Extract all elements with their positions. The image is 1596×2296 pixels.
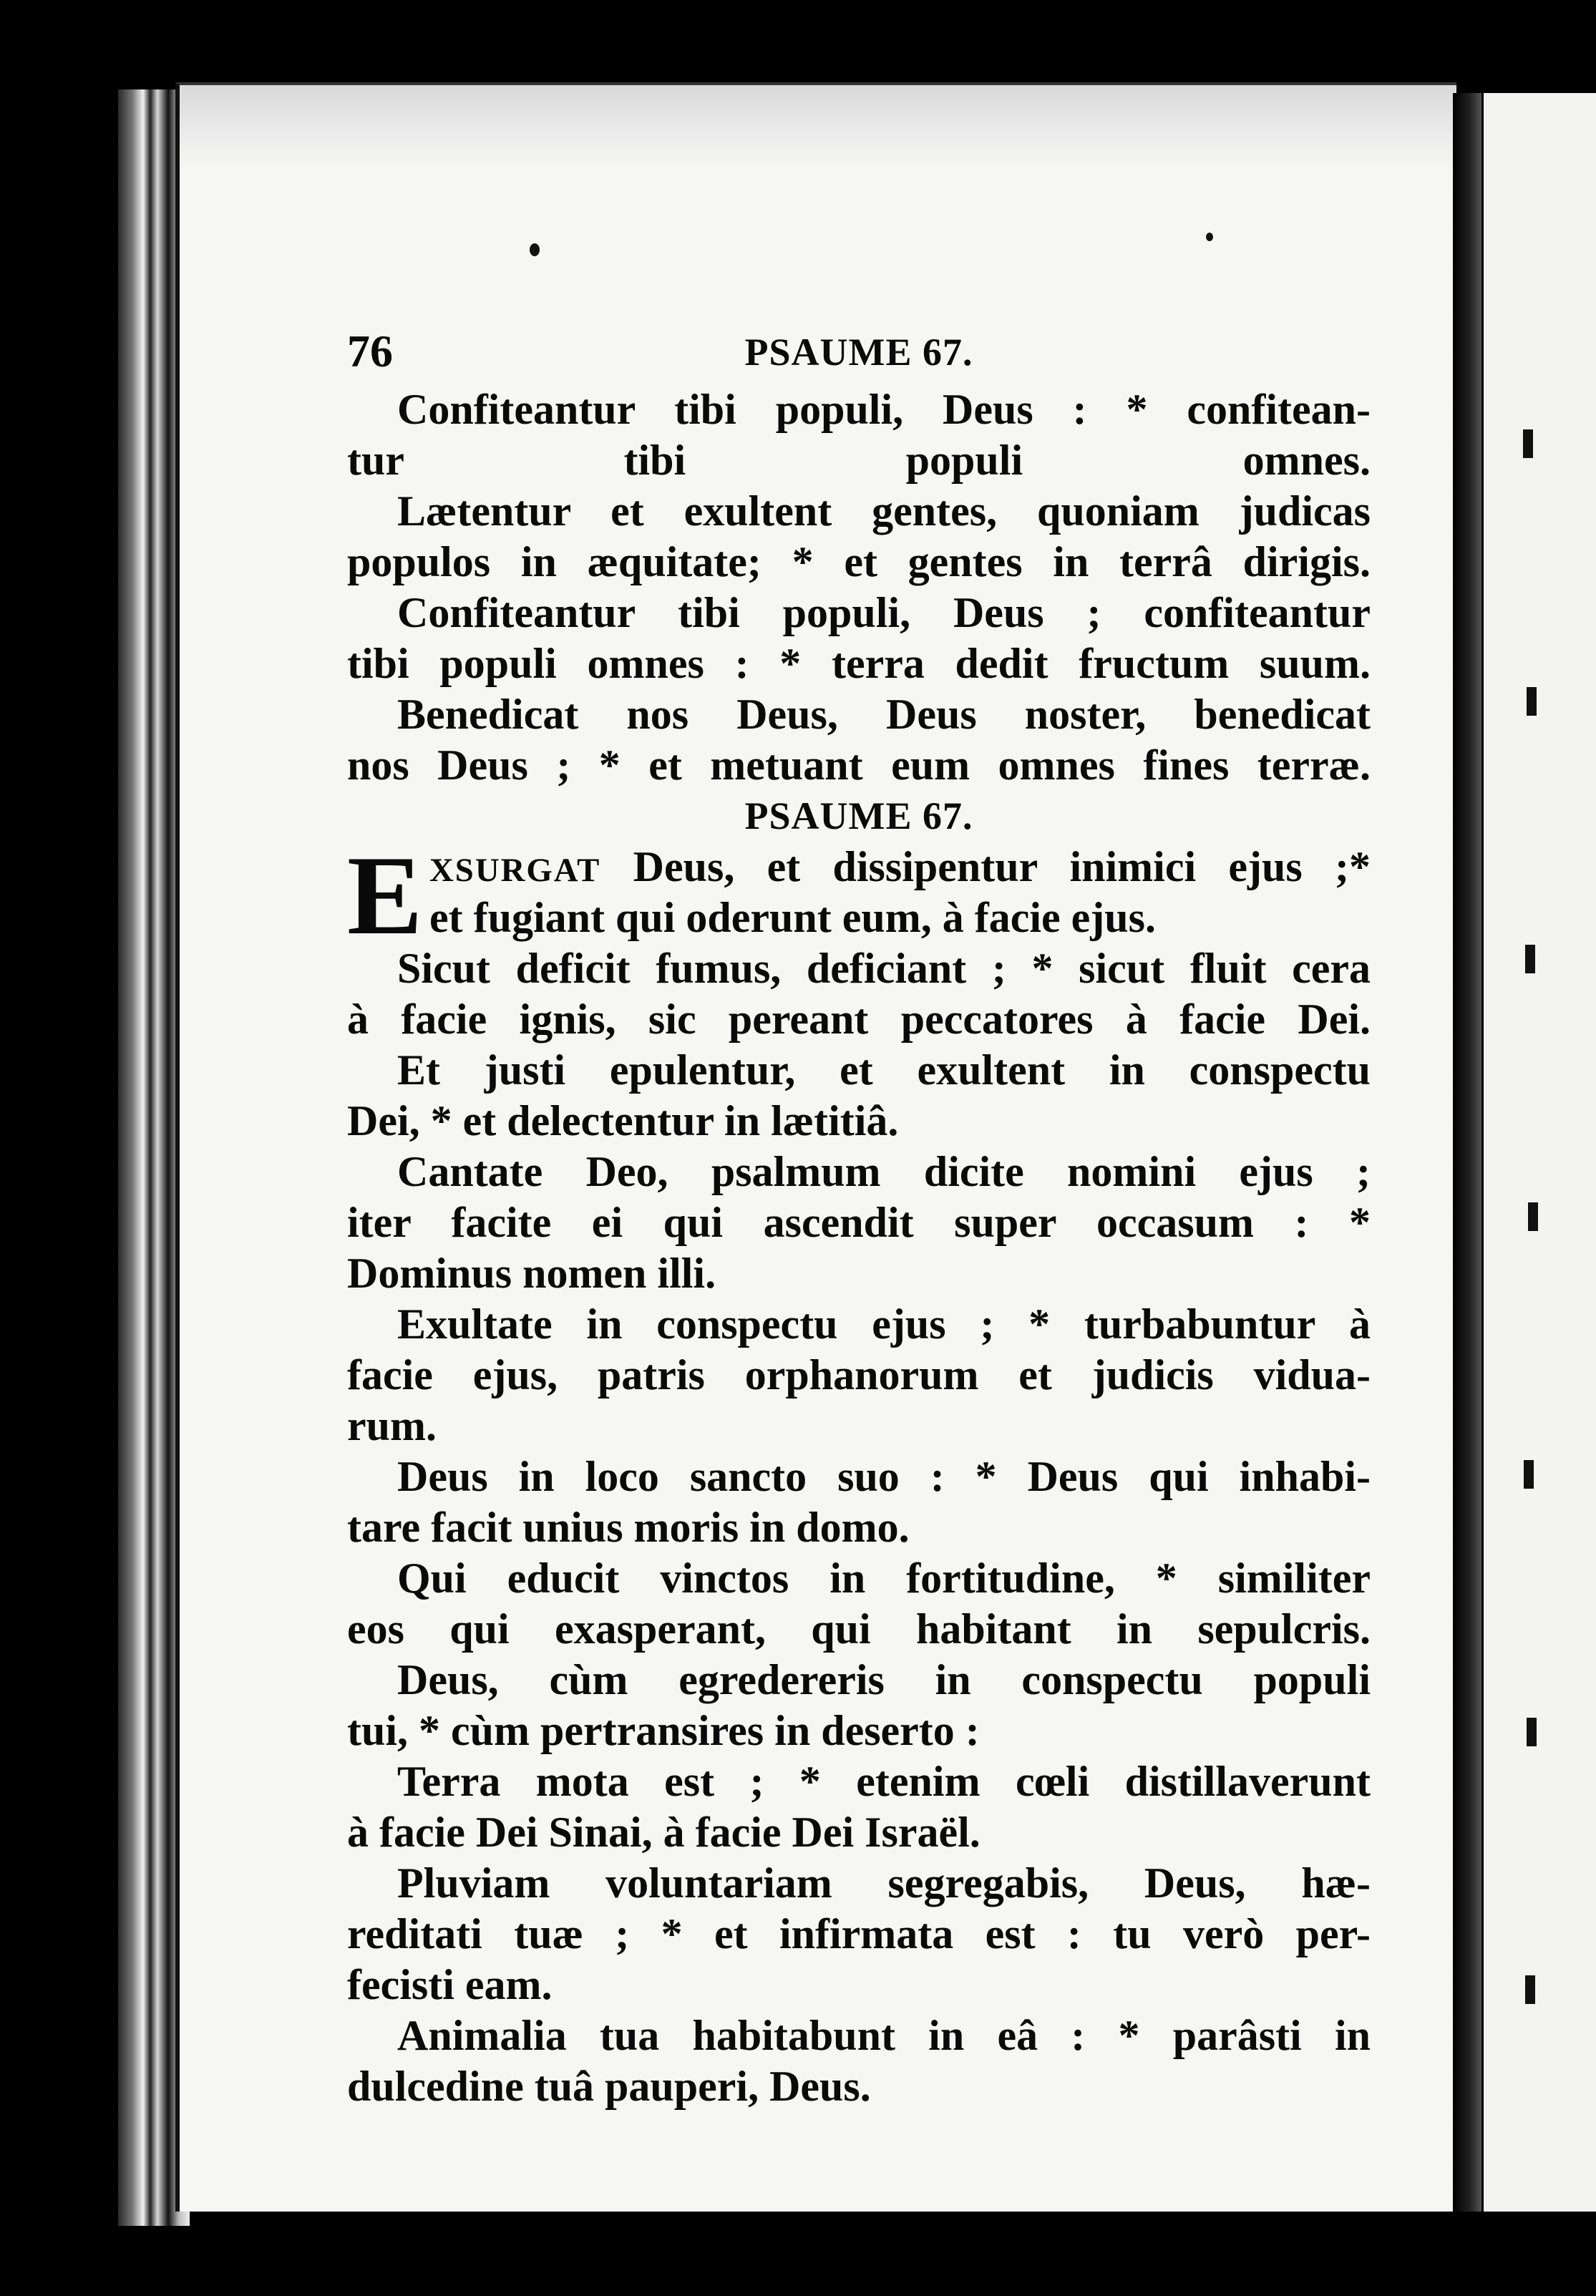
text-line: Pluviam voluntariam segregabis, Deus, hæ- xyxy=(397,1859,1371,1907)
text-line: tibi populi omnes : * terra dedit fructum suum. xyxy=(347,640,1371,687)
page-header xyxy=(347,326,1371,384)
psalm-opening xyxy=(347,833,1371,958)
ink-speck xyxy=(530,243,540,256)
facing-page-ink-mark xyxy=(1527,1718,1537,1746)
text-block xyxy=(347,326,1371,2112)
text-line: Et justi epulentur, et exultent in conspectu xyxy=(397,1046,1371,1094)
first-line-rest: Deus, et dissipentur inimici ejus ;* xyxy=(633,843,1371,890)
text-line: Confiteantur tibi populi, Deus : * confitean- xyxy=(397,386,1371,433)
text-line xyxy=(347,842,1371,892)
facing-page-ink-mark xyxy=(1525,945,1535,973)
facing-page-edge xyxy=(1481,93,1596,2212)
text-line: dulcedine tuâ pauperi, Deus. xyxy=(347,2063,871,2110)
text-line: Confiteantur tibi populi, Deus ; confiteantur xyxy=(397,589,1371,636)
text-line: Lætentur et exultent gentes, quoniam judicas xyxy=(397,487,1371,535)
running-title: PSAUME 67. xyxy=(744,331,973,374)
text-line: Qui educit vinctos in fortitudine, * similiter xyxy=(397,1555,1371,1602)
text-line: Sicut deficit fumus, deficiant ; * sicut fluit cera xyxy=(397,945,1371,992)
text-line: Dei, * et delectentur in lætitiâ. xyxy=(347,1097,899,1144)
text-line: Deus in loco sancto suo : * Deus qui inhabi- xyxy=(397,1453,1371,1500)
text-line: iter facite ei qui ascendit super occasum : * xyxy=(347,1199,1371,1246)
text-line: reditati tuæ ; * et infirmata est : tu verò per- xyxy=(347,1910,1371,1957)
text-line: tare facit unius moris in domo. xyxy=(347,1504,910,1551)
text-line: Dominus nomen illi. xyxy=(347,1250,716,1297)
text-line: tui, * cùm pertransires in deserto : xyxy=(347,1707,980,1754)
page-number: 76 xyxy=(347,326,393,376)
small-caps-word: XSURGAT xyxy=(429,852,601,889)
facing-page-ink-mark xyxy=(1525,1975,1535,2004)
drop-cap: E xyxy=(347,833,423,958)
text-line: Exultate in conspectu ejus ; * turbabuntur à xyxy=(397,1300,1371,1348)
text-line: Terra mota est ; * etenim cœli distillaverunt xyxy=(397,1758,1371,1805)
text-line: facie ejus, patris orphanorum et judicis vidua- xyxy=(347,1351,1371,1398)
text-line: Benedicat nos Deus, Deus noster, benedicat xyxy=(397,691,1371,738)
ink-speck xyxy=(1206,233,1213,241)
psalm-title: PSAUME 67. xyxy=(744,794,973,837)
text-line: nos Deus ; * et metuant eum omnes fines terræ. xyxy=(347,741,1371,789)
text-line: tur tibi populi omnes. xyxy=(347,437,1371,484)
text-line: Animalia tua habitabunt in eâ : * parâsti in xyxy=(397,2012,1371,2059)
text-line: et fugiant qui oderunt eum, à facie ejus. xyxy=(429,894,1156,941)
page-gutter xyxy=(1453,93,1481,2212)
text-line: populos in æquitate; * et gentes in terrâ dirigis. xyxy=(347,538,1371,585)
text-line: Deus, cùm egredereris in conspectu populi xyxy=(397,1656,1371,1703)
text-line: fecisti eam. xyxy=(347,1961,553,2008)
text-line: Cantate Deo, psalmum dicite nomini ejus ; xyxy=(397,1148,1371,1195)
text-line: à facie ignis, sic pereant peccatores à facie Dei. xyxy=(347,996,1371,1043)
facing-page-ink-mark xyxy=(1528,1202,1538,1231)
facing-page-ink-mark xyxy=(1527,687,1537,716)
text-line: rum. xyxy=(347,1402,437,1449)
facing-page-ink-mark xyxy=(1523,429,1533,458)
text-line: eos qui exasperant, qui habitant in sepulcris. xyxy=(347,1605,1371,1653)
text-line: à facie Dei Sinai, à facie Dei Israël. xyxy=(347,1809,981,1856)
facing-page-ink-mark xyxy=(1524,1460,1534,1489)
page-top-shadow xyxy=(180,85,1456,171)
